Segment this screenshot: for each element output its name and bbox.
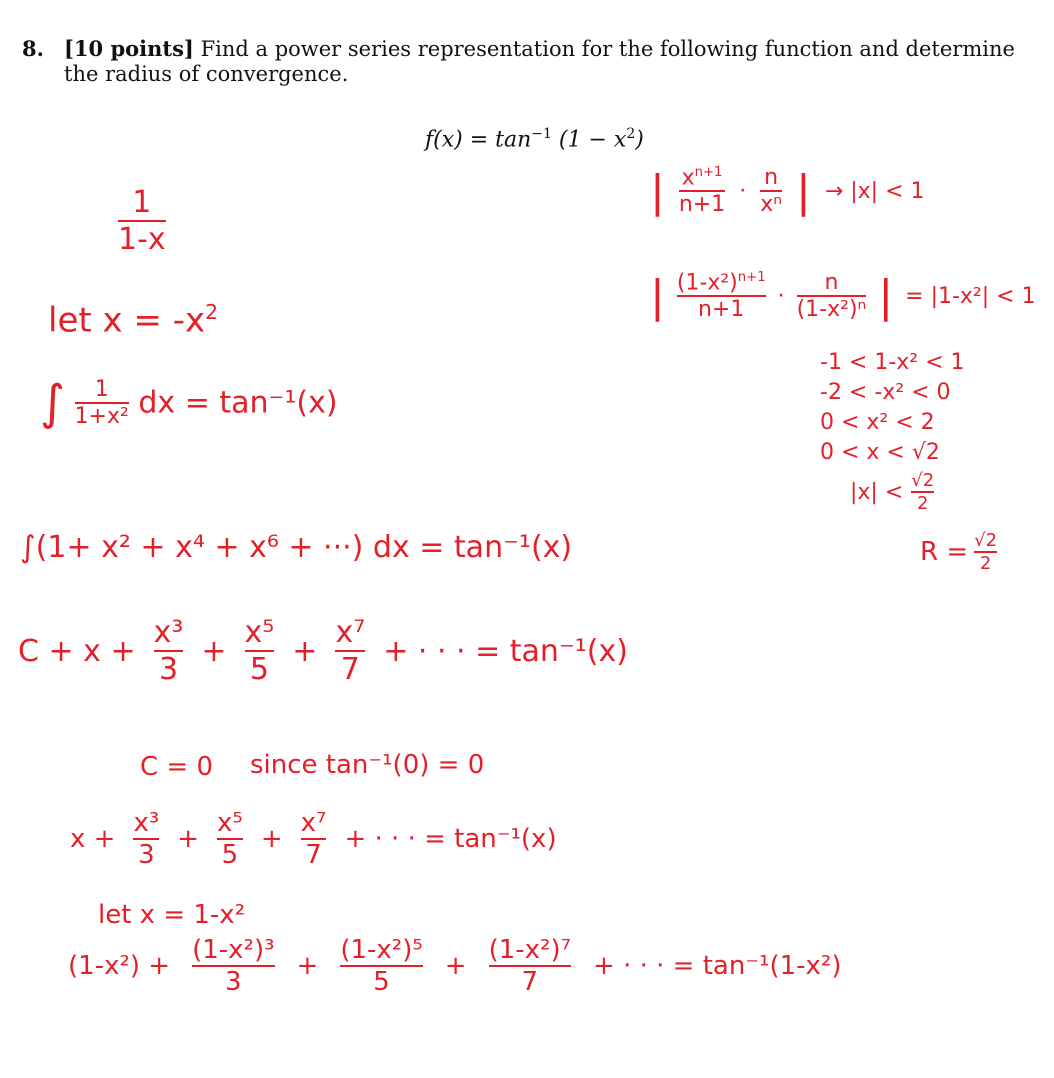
hw-r2-den-a: n+1	[698, 297, 745, 323]
hw-f3-num: (1-x²)³	[192, 935, 275, 965]
hw-final-first: (1-x²) +	[68, 951, 171, 981]
hw-r1-result: → |x| < 1	[824, 178, 925, 204]
hw-series-arctan	[70, 808, 557, 870]
question-points: [10 points]	[64, 36, 194, 61]
hw-let-substitution-2: let x = 1-x²	[98, 900, 246, 930]
hw-r2-exp-a: n+1	[737, 270, 766, 285]
hw-x-prefix: x +	[70, 824, 116, 854]
hw-ineq5-text: |x| <	[850, 479, 904, 505]
hw-ineq5-den: 2	[917, 493, 929, 514]
hw-t7-num: x⁷	[335, 615, 366, 650]
hw-ratio-test-2	[650, 270, 1036, 322]
hw-c-zero: C = 0	[140, 752, 214, 782]
hw-int-rhs: dx = tan⁻¹(x)	[138, 385, 338, 421]
hw-let-substitution-1	[48, 300, 218, 340]
hw-abs-left: |	[650, 270, 665, 322]
hw-r1-den-b: xⁿ	[760, 192, 782, 218]
hw-inequality-4: 0 < x < √2	[820, 440, 940, 465]
formula-square-sup: 2	[626, 126, 636, 142]
hw-let1-exp: 2	[205, 300, 219, 324]
hw-t3-den: 3	[158, 652, 179, 687]
hw-c-prefix: C + x +	[18, 633, 136, 669]
hw-integral-arctan	[40, 375, 338, 431]
hw-f7-num: (1-x²)⁷	[488, 935, 572, 965]
hw-f3-den: 3	[225, 967, 242, 997]
hw-since-note: since tan⁻¹(0) = 0	[250, 750, 485, 780]
hw-final-series	[68, 935, 842, 997]
hw-dot: ·	[739, 178, 747, 204]
hw-dot: ·	[777, 283, 785, 309]
hw-radius-den: 2	[979, 553, 992, 574]
question-number: 8.	[22, 36, 44, 61]
hw-series-integral: ∫(1+ x² + x⁴ + x⁶ + ···) dx = tan⁻¹(x)	[20, 530, 573, 565]
hw-plus: +	[444, 951, 467, 981]
hw-r1-den-a: n+1	[678, 192, 726, 218]
hw-x3-num: x³	[133, 808, 160, 838]
hw-f7-den: 7	[521, 967, 539, 997]
hw-series-with-constant	[18, 615, 628, 687]
hw-t5-den: 5	[249, 652, 269, 687]
hw-r1-num-a: x	[681, 165, 695, 191]
hw-ratio-test-1	[650, 165, 925, 217]
hw-int-den: 1+x²	[74, 404, 129, 429]
hw-t5-num: x⁵	[244, 615, 275, 650]
question-text	[64, 36, 1024, 87]
hw-let1-text: let x = -x	[48, 300, 206, 341]
hw-integral-sign: ∫	[40, 375, 66, 431]
hw-radius-answer	[920, 530, 997, 574]
hw-f5-den: 5	[373, 967, 390, 997]
hw-int-num: 1	[94, 377, 109, 402]
hw-t7-den: 7	[340, 652, 360, 687]
hw-abs-left: |	[650, 165, 665, 217]
hw-inequality-2: -2 < -x² < 0	[820, 380, 951, 405]
hw-plus: +	[296, 951, 319, 981]
hw-plus: +	[260, 824, 283, 854]
hw-inequality-1: -1 < 1-x² < 1	[820, 350, 965, 375]
hw-r1-num-b: n	[764, 165, 779, 191]
hw-x3-den: 3	[138, 840, 155, 870]
hw-abs-right: |	[796, 165, 811, 217]
hw-radius-label: R =	[920, 537, 969, 567]
hw-inequality-5	[850, 470, 934, 514]
hw-x5-den: 5	[221, 840, 239, 870]
hw-t3-num: x³	[153, 615, 184, 650]
hw-x7-num: x⁷	[300, 808, 327, 838]
hw-r1-exp-a: n+1	[694, 165, 723, 180]
function-formula	[425, 126, 644, 152]
hw-ineq5-num: √2	[911, 470, 935, 491]
formula-lhs: f(x) = tan	[425, 127, 532, 153]
hw-r2-num-b: n	[824, 270, 839, 296]
formula-rhs: (1 − x	[558, 127, 627, 153]
hw-x-suffix: + · · · = tan⁻¹(x)	[344, 824, 557, 854]
hw-abs-right: |	[878, 270, 894, 322]
hw-geometric-fraction	[118, 185, 166, 257]
hw-x5-num: x⁵	[217, 808, 243, 838]
hw-frac-den: 1-x	[118, 222, 166, 257]
hw-r2-result: = |1-x²| < 1	[905, 283, 1036, 309]
formula-end: )	[635, 127, 644, 153]
hw-frac-num: 1	[132, 185, 152, 220]
hw-plus: +	[292, 633, 318, 669]
hw-c-suffix: + · · · = tan⁻¹(x)	[383, 633, 628, 669]
hw-r2-num-a: (1-x²)	[676, 270, 738, 296]
hw-radius-num: √2	[974, 530, 998, 551]
hw-r2-den-b: (1-x²)ⁿ	[796, 297, 867, 323]
question-body: Find a power series representation for the following function and determine the radius of convergence.	[64, 37, 1015, 86]
hw-f5-num: (1-x²)⁵	[340, 935, 423, 965]
hw-plus: +	[177, 824, 200, 854]
formula-inverse-sup: −1	[531, 126, 552, 142]
hw-inequality-3: 0 < x² < 2	[820, 410, 935, 435]
hw-final-suffix: + · · · = tan⁻¹(1-x²)	[593, 951, 842, 981]
hw-x7-den: 7	[305, 840, 322, 870]
hw-plus: +	[201, 633, 227, 669]
